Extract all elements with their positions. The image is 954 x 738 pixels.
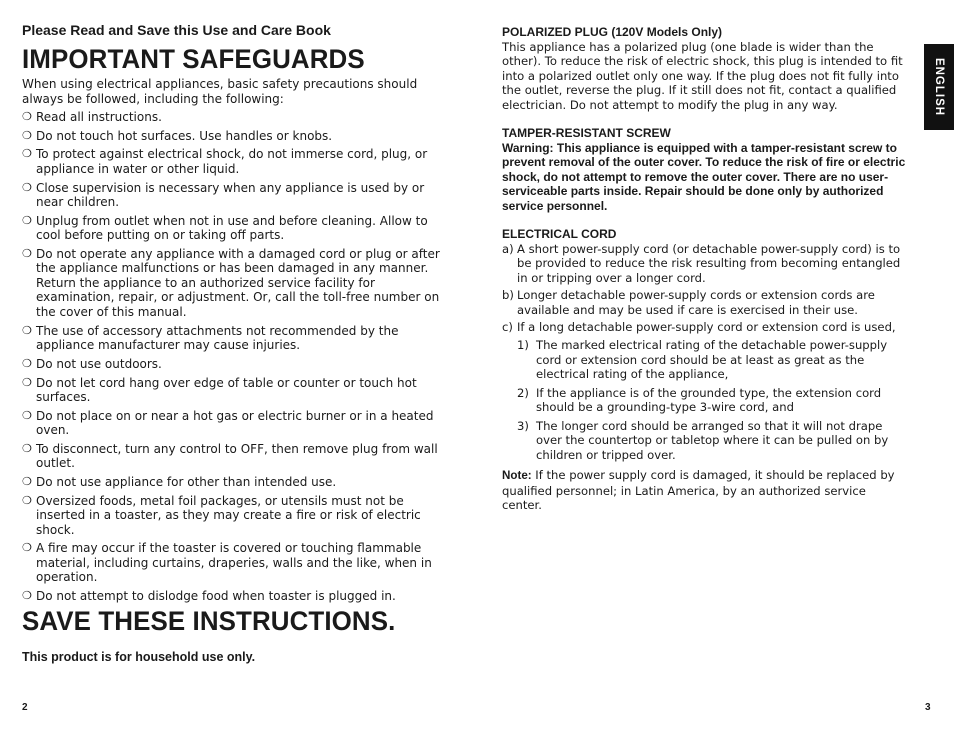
list-item bbox=[22, 409, 454, 438]
electrical-cord-section bbox=[502, 227, 908, 513]
list-item bbox=[22, 357, 454, 372]
list-item-text: To disconnect, turn any control to OFF, then remove plug from wall outlet. bbox=[36, 441, 438, 471]
item-text: Longer detachable power-supply cords or extension cords are available and may be used if care is exercised in their use. bbox=[517, 288, 875, 317]
polarized-plug-heading: POLARIZED PLUG (120V Models Only) bbox=[502, 25, 723, 39]
list-item bbox=[22, 589, 454, 604]
item-label: 2) bbox=[517, 385, 529, 400]
list-item bbox=[22, 181, 454, 210]
list-item bbox=[22, 214, 454, 243]
note-text: If the power supply cord is damaged, it should be replaced by qualified personnel; in Latin America, by an authorized service center. bbox=[502, 468, 895, 513]
polarized-plug-section bbox=[502, 25, 908, 112]
bullet-icon: ❍ bbox=[22, 475, 32, 489]
bullet-icon: ❍ bbox=[22, 589, 32, 603]
item-text: If the appliance is of the grounded type, the extension cord should be a grounding-type 3-wire cord, and bbox=[536, 385, 882, 415]
list-item bbox=[502, 320, 908, 335]
list-item-text: Do not let cord hang over edge of table or counter or touch hot surfaces. bbox=[36, 375, 417, 404]
item-label: c) bbox=[502, 320, 513, 335]
bullet-icon: ❍ bbox=[22, 246, 32, 260]
intro-text: When using electrical appliances, basic safety precautions should always be followed, including the following: bbox=[22, 77, 418, 106]
list-item bbox=[22, 247, 454, 320]
list-item-text: Do not use outdoors. bbox=[36, 356, 162, 371]
electrical-cord-heading: ELECTRICAL CORD bbox=[502, 227, 617, 241]
list-item bbox=[22, 376, 454, 405]
bullet-icon: ❍ bbox=[22, 441, 32, 455]
list-item bbox=[502, 288, 908, 317]
item-text: The longer cord should be arranged so that it will not drape over the countertop or tabletop where it can be pulled on by children or tripped over. bbox=[536, 418, 889, 462]
list-item-text: Do not touch hot surfaces. Use handles or knobs. bbox=[36, 128, 333, 143]
safeguards-list bbox=[22, 110, 454, 608]
bullet-icon: ❍ bbox=[22, 356, 32, 370]
item-text: A short power-supply cord (or detachable power-supply cord) is to be provided to reduce the risk resulting from becoming entangled in or tripping over a longer cord. bbox=[517, 241, 901, 285]
save-instructions-title: SAVE THESE INSTRUCTIONS. bbox=[22, 606, 396, 636]
list-item bbox=[22, 475, 454, 490]
page-header: Please Read and Save this Use and Care Book bbox=[22, 22, 331, 38]
bullet-icon: ❍ bbox=[22, 110, 32, 123]
list-item-text: Do not use appliance for other than intended use. bbox=[36, 475, 337, 490]
list-item-text: Do not place on or near a hot gas or electric burner or in a heated oven. bbox=[36, 408, 434, 438]
list-item bbox=[502, 338, 908, 382]
list-item-text: Do not operate any appliance with a damaged cord or plug or after the appliance malfunctions or has been damaged in any manner. Return the appliance to an authorized service facility for examination, repair, or adjustment. Or, call the toll-free number on the cover of this manual. bbox=[36, 246, 440, 319]
language-tab bbox=[924, 44, 954, 130]
list-item bbox=[502, 386, 908, 415]
list-item bbox=[22, 129, 454, 144]
bullet-icon: ❍ bbox=[22, 128, 32, 142]
bullet-icon: ❍ bbox=[22, 323, 32, 337]
list-item bbox=[502, 242, 908, 286]
bullet-icon: ❍ bbox=[22, 493, 32, 507]
list-item-text: Do not attempt to dislodge food when toaster is plugged in. bbox=[36, 589, 396, 604]
bullet-icon: ❍ bbox=[22, 180, 32, 194]
safeguards-title: IMPORTANT SAFEGUARDS bbox=[22, 44, 365, 74]
bullet-icon: ❍ bbox=[22, 213, 32, 227]
page-number-right: 3 bbox=[925, 702, 931, 713]
list-item-text: Read all instructions. bbox=[36, 110, 162, 124]
cord-sublist bbox=[502, 338, 908, 462]
list-item bbox=[502, 419, 908, 463]
item-label: 1) bbox=[517, 338, 529, 353]
item-label: 3) bbox=[517, 418, 529, 433]
bullet-icon: ❍ bbox=[22, 375, 32, 389]
item-text: The marked electrical rating of the detachable power-supply cord or extension cord should be at least as great as the electrical rating of the appliance, bbox=[536, 338, 888, 382]
list-item bbox=[22, 494, 454, 538]
tamper-screw-warning: Warning: This appliance is equipped with a tamper-resistant screw to prevent removal of the outer cover. To reduce the risk of fire or electric shock, do not attempt to remove the outer cover. There are no user-serviceable parts inside. Repair should be done only by authorized service personnel. bbox=[502, 140, 906, 213]
household-notice: This product is for household use only. bbox=[22, 650, 256, 664]
list-item bbox=[22, 541, 454, 585]
list-item-text: The use of accessory attachments not recommended by the appliance manufacturer may cause injuries. bbox=[36, 323, 399, 353]
item-label: a) bbox=[502, 241, 514, 256]
list-item-text: Oversized foods, metal foil packages, or utensils must not be inserted in a toaster, as they may create a fire or risk of electric shock. bbox=[36, 493, 421, 537]
item-text: If a long detachable power-supply cord or extension cord is used, bbox=[517, 320, 896, 335]
list-item bbox=[22, 147, 454, 176]
list-item bbox=[22, 442, 454, 471]
list-item-text: A fire may occur if the toaster is covered or touching flammable material, including curtains, draperies, walls and the like, when in operation. bbox=[36, 541, 432, 585]
list-item-text: Unplug from outlet when not in use and before cleaning. Allow to cool before putting on or taking off parts. bbox=[36, 213, 428, 243]
bullet-icon: ❍ bbox=[22, 147, 32, 161]
language-tab-label: ENGLISH bbox=[933, 57, 945, 117]
tamper-screw-section bbox=[502, 126, 908, 213]
cord-list bbox=[502, 242, 908, 335]
list-item-text: To protect against electrical shock, do not immerse cord, plug, or appliance in water or other liquid. bbox=[36, 147, 428, 176]
list-item bbox=[22, 110, 454, 125]
cord-note bbox=[502, 468, 908, 513]
item-label: b) bbox=[502, 288, 514, 303]
bullet-icon: ❍ bbox=[22, 408, 32, 422]
bullet-icon: ❍ bbox=[22, 541, 32, 555]
list-item-text: Close supervision is necessary when any appliance is used by or near children. bbox=[36, 180, 425, 210]
page-number-left: 2 bbox=[22, 702, 28, 713]
polarized-plug-text: This appliance has a polarized plug (one blade is wider than the other). To reduce the risk of electric shock, this plug is intended to fit into a polarized outlet only one way. If the plug does not fit fully into the outlet, reverse the plug. If it still does not fit, contact a qualified electrician. Do not attempt to modify the plug in any way. bbox=[502, 39, 903, 112]
note-label: Note: bbox=[502, 469, 532, 483]
tamper-screw-heading: TAMPER-RESISTANT SCREW bbox=[502, 126, 671, 140]
list-item bbox=[22, 324, 454, 353]
